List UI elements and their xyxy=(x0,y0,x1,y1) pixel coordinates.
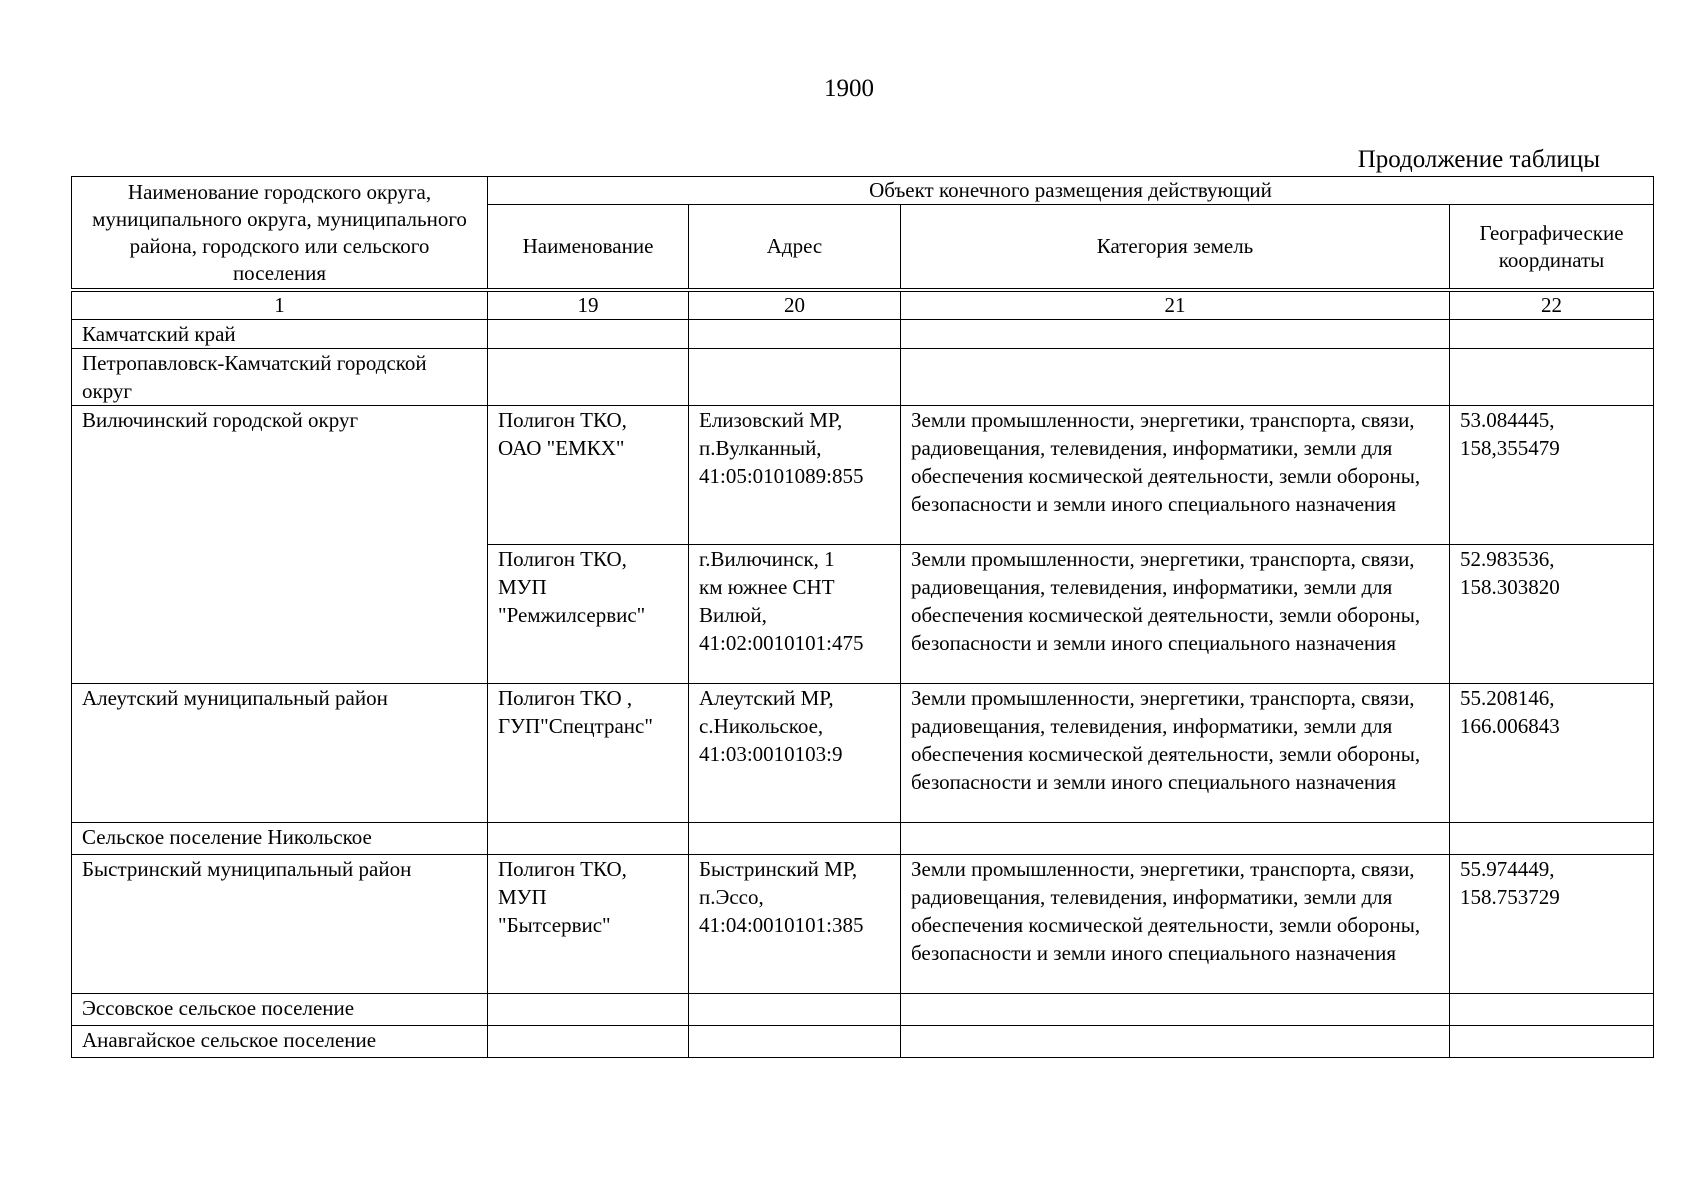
coordinates-cell: 53.084445, 158,355479 xyxy=(1450,406,1654,545)
municipality-cell: Сельское поселение Никольское xyxy=(72,823,488,855)
object-name-cell: Полигон ТКО, ОАО "ЕМКХ" xyxy=(488,406,689,545)
coordinates-cell: 55.208146, 166.006843 xyxy=(1450,684,1654,823)
column-number: 1 xyxy=(72,290,488,320)
table-row xyxy=(72,320,1654,349)
header-object-group: Объект конечного размещения действующий xyxy=(488,177,1654,205)
land-category-cell: Земли промышленности, энергетики, транспорта, связи, радиовещания, телевидения, информатики, земли для обеспечения космической деятельности, земли обороны, безопасности и земли иного специального назначения xyxy=(901,684,1450,823)
municipality-cell: Эссовское сельское поселение xyxy=(72,994,488,1026)
empty-cell xyxy=(901,320,1450,349)
column-number: 19 xyxy=(488,290,689,320)
column-numbers-row xyxy=(72,290,1654,320)
municipality-cell: Камчатский край xyxy=(72,320,488,349)
municipality-cell: Анавгайское сельское поселение xyxy=(72,1026,488,1058)
table-row xyxy=(72,406,1654,545)
address-cell: Елизовский МР, п.Вулканный, 41:05:0101089:855 xyxy=(689,406,901,545)
object-name-cell: Полигон ТКО, МУП "Бытсервис" xyxy=(488,855,689,994)
header-name: Наименование xyxy=(488,205,689,291)
header-address: Адрес xyxy=(689,205,901,291)
empty-cell xyxy=(1450,349,1654,406)
empty-cell xyxy=(901,994,1450,1026)
empty-cell xyxy=(901,1026,1450,1058)
table-row xyxy=(72,1026,1654,1058)
municipality-cell: Вилючинский городской округ xyxy=(72,406,488,684)
empty-cell xyxy=(689,1026,901,1058)
land-category-cell: Земли промышленности, энергетики, транспорта, связи, радиовещания, телевидения, информатики, земли для обеспечения космической деятельности, земли обороны, безопасности и земли иного специального назначения xyxy=(901,545,1450,684)
object-name-cell: Полигон ТКО, МУП "Ремжилсервис" xyxy=(488,545,689,684)
empty-cell xyxy=(1450,994,1654,1026)
page-number: 1900 xyxy=(824,75,874,102)
header-coordinates: Географические координаты xyxy=(1450,205,1654,291)
column-number: 22 xyxy=(1450,290,1654,320)
table-row xyxy=(72,855,1654,994)
header-land-category: Категория земель xyxy=(901,205,1450,291)
address-cell: г.Вилючинск, 1 км южнее СНТ Вилюй, 41:02:0010101:475 xyxy=(689,545,901,684)
coordinates-cell: 52.983536, 158.303820 xyxy=(1450,545,1654,684)
table-row xyxy=(72,684,1654,823)
empty-cell xyxy=(488,823,689,855)
empty-cell xyxy=(488,1026,689,1058)
table-row xyxy=(72,823,1654,855)
empty-cell xyxy=(488,320,689,349)
empty-cell xyxy=(689,320,901,349)
table-row xyxy=(72,994,1654,1026)
empty-cell xyxy=(488,349,689,406)
object-name-cell: Полигон ТКО , ГУП"Спецтранс" xyxy=(488,684,689,823)
empty-cell xyxy=(901,349,1450,406)
empty-cell xyxy=(689,994,901,1026)
empty-cell xyxy=(1450,1026,1654,1058)
column-number: 21 xyxy=(901,290,1450,320)
empty-cell xyxy=(689,823,901,855)
address-cell: Алеутский МР, с.Никольское, 41:03:0010103:9 xyxy=(689,684,901,823)
municipality-cell: Быстринский муниципальный район xyxy=(72,855,488,994)
municipality-cell: Петропавловск-Камчатский городской округ xyxy=(72,349,488,406)
municipality-cell: Алеутский муниципальный район xyxy=(72,684,488,823)
document-table xyxy=(71,176,1654,1058)
address-cell: Быстринский МР, п.Эссо, 41:04:0010101:385 xyxy=(689,855,901,994)
land-category-cell: Земли промышленности, энергетики, транспорта, связи, радиовещания, телевидения, информатики, земли для обеспечения космической деятельности, земли обороны, безопасности и земли иного специального назначения xyxy=(901,406,1450,545)
empty-cell xyxy=(1450,320,1654,349)
coordinates-cell: 55.974449, 158.753729 xyxy=(1450,855,1654,994)
continuation-label: Продолжение таблицы xyxy=(1357,146,1600,173)
table-row xyxy=(72,349,1654,406)
header-municipality: Наименование городского округа, муниципального округа, муниципального района, городского или сельского поселения xyxy=(72,177,488,291)
empty-cell xyxy=(901,823,1450,855)
empty-cell xyxy=(689,349,901,406)
header-row xyxy=(72,177,1654,205)
empty-cell xyxy=(1450,823,1654,855)
land-category-cell: Земли промышленности, энергетики, транспорта, связи, радиовещания, телевидения, информатики, земли для обеспечения космической деятельности, земли обороны, безопасности и земли иного специального назначения xyxy=(901,855,1450,994)
column-number: 20 xyxy=(689,290,901,320)
empty-cell xyxy=(488,994,689,1026)
